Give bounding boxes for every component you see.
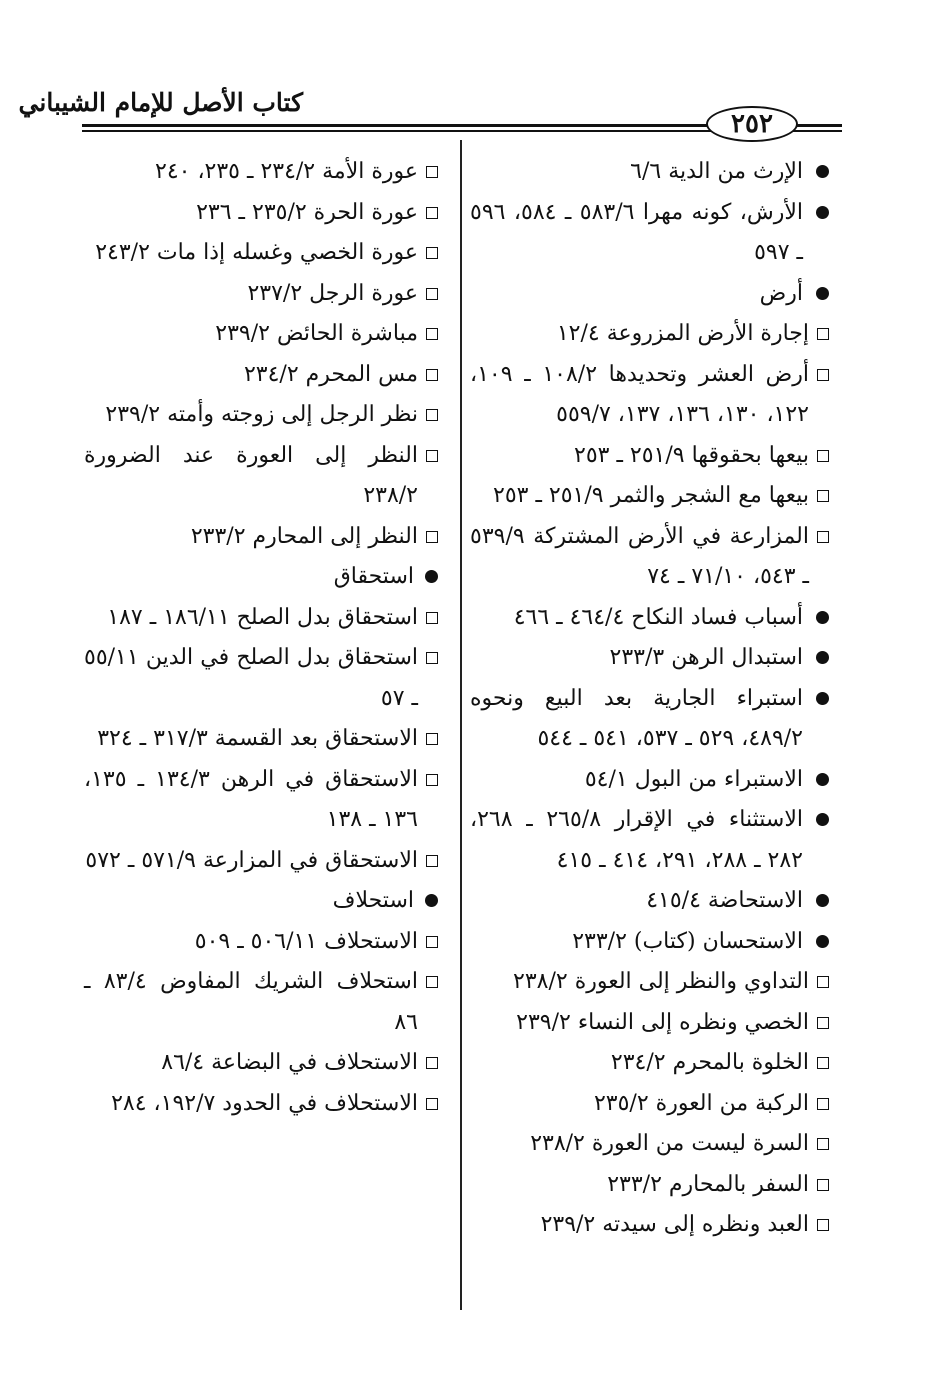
index-subentry	[470, 355, 835, 436]
index-subentry	[84, 274, 444, 315]
index-subentry	[84, 193, 444, 234]
index-heading	[470, 679, 835, 760]
bullet-dot-icon	[813, 922, 833, 962]
bullet-square-icon	[422, 598, 442, 638]
bullet-square-icon	[813, 476, 833, 516]
entry-text: الاستثناء في الإقرار ٢٦٥/٨ ـ ٢٦٨، ٢٨٢ ـ ٢٨٨، ٢٩١، ٤١٤ ـ ٤١٥	[470, 807, 803, 873]
bullet-square-icon	[813, 1205, 833, 1245]
bullet-square-icon	[813, 1003, 833, 1043]
index-heading	[470, 274, 835, 315]
entry-text: بيعها بحقوقها ٢٥١/٩ ـ ٢٥٣	[574, 442, 809, 468]
index-column-right	[470, 152, 835, 1246]
bullet-square-icon	[813, 962, 833, 1002]
bullet-square-icon	[422, 760, 442, 800]
entry-text: الاستحلاف في الحدود ١٩٢/٧، ٢٨٤	[111, 1090, 418, 1116]
entry-text: نظر الرجل إلى زوجته وأمته ٢٣٩/٢	[105, 402, 418, 427]
entry-text: استحقاق	[333, 564, 414, 589]
index-subentry	[470, 1003, 835, 1044]
bullet-dot-icon	[813, 274, 833, 314]
bullet-dot-icon	[813, 881, 833, 921]
index-subentry	[84, 962, 444, 1043]
index-subentry	[84, 760, 444, 841]
entry-text: عورة الخصي وغسله إذا مات ٢٤٣/٢	[95, 240, 418, 265]
index-subentry	[470, 1165, 835, 1206]
index-heading	[470, 193, 835, 274]
entry-text: النظر إلى العورة عند الضرورة ٢٣٨/٢	[84, 442, 418, 508]
entry-text: الإرث من الدية ٦/٦	[630, 159, 803, 184]
entry-text: أرض	[759, 280, 803, 306]
bullet-square-icon	[422, 841, 442, 881]
entry-text: عورة الأمة ٢٣٤/٢ ـ ٢٣٥، ٢٤٠	[155, 159, 418, 184]
index-heading	[470, 152, 835, 193]
index-heading	[470, 800, 835, 881]
bullet-dot-icon	[813, 598, 833, 638]
page-header	[0, 0, 945, 150]
index-subentry	[470, 1043, 835, 1084]
bullet-square-icon	[422, 922, 442, 962]
index-subentry	[84, 922, 444, 963]
entry-text: المزارعة في الأرض المشتركة ٥٣٩/٩ ـ ٥٤٣، ٧١/١٠ ـ ٧٤	[470, 523, 809, 589]
bullet-square-icon	[422, 233, 442, 273]
index-subentry	[84, 1043, 444, 1084]
entry-text: استبدال الرهن ٢٣٣/٣	[609, 645, 803, 670]
bullet-dot-icon	[813, 800, 833, 840]
bullet-square-icon	[422, 638, 442, 678]
index-subentry	[84, 638, 444, 719]
entry-text: عورة الحرة ٢٣٥/٢ ـ ٢٣٦	[196, 199, 418, 225]
bullet-square-icon	[422, 962, 442, 1002]
bullet-square-icon	[422, 436, 442, 476]
bullet-dot-icon	[813, 193, 833, 233]
bullet-square-icon	[813, 314, 833, 354]
index-subentry	[470, 1084, 835, 1125]
index-subentry	[84, 436, 444, 517]
entry-text: استحلاف الشريك المفاوض ٨٣/٤ ـ ٨٦	[84, 969, 418, 1035]
entry-text: الركبة من العورة ٢٣٥/٢	[593, 1090, 809, 1116]
entry-text: أرض العشر وتحديدها ١٠٨/٢ ـ ١٠٩، ١٢٢، ١٣٠، ١٣٦، ١٣٧، ٥٥٩/٧	[470, 361, 809, 427]
entry-text: الاستبراء من البول ٥٤/١	[584, 766, 803, 792]
entry-text: الاستحقاق بعد القسمة ٣١٧/٣ ـ ٣٢٤	[97, 726, 418, 751]
index-heading	[470, 598, 835, 639]
bullet-dot-icon	[422, 881, 442, 921]
index-subentry	[470, 476, 835, 517]
index-subentry	[470, 517, 835, 598]
index-subentry	[84, 355, 444, 396]
entry-text: عورة الرجل ٢٣٧/٢	[247, 280, 418, 306]
entry-text: الاستحاضة ٤١٥/٤	[646, 888, 803, 913]
index-subentry	[470, 314, 835, 355]
entry-text: الأرش، كونه مهرا ٥٨٣/٦ ـ ٥٨٤، ٥٩٦ ـ ٥٩٧	[470, 199, 803, 265]
bullet-square-icon	[422, 395, 442, 435]
entry-text: الخصي ونظره إلى النساء ٢٣٩/٢	[516, 1009, 809, 1035]
entry-text: استبراء الجارية بعد البيع ونحوه ٤٨٩/٢، ٥٢٩ ـ ٥٣٧، ٥٤١ ـ ٥٤٤	[470, 685, 803, 751]
entry-text: العبد ونظره إلى سيدته ٢٣٩/٢	[540, 1212, 809, 1237]
index-subentry	[84, 152, 444, 193]
index-subentry	[84, 314, 444, 355]
entry-text: أسباب فساد النكاح ٤٦٤/٤ ـ ٤٦٦	[513, 604, 803, 630]
bullet-square-icon	[422, 314, 442, 354]
book-title: كتاب الأصل للإمام الشيباني	[18, 88, 303, 117]
bullet-square-icon	[813, 517, 833, 557]
bullet-square-icon	[422, 517, 442, 557]
bullet-dot-icon	[813, 760, 833, 800]
entry-text: بيعها مع الشجر والثمر ٢٥١/٩ ـ ٢٥٣	[493, 483, 809, 508]
index-subentry	[470, 436, 835, 477]
index-subentry	[84, 841, 444, 882]
bullet-square-icon	[422, 1043, 442, 1083]
bullet-square-icon	[422, 193, 442, 233]
entry-text: استحقاق بدل الصلح ١٨٦/١١ ـ ١٨٧	[107, 604, 418, 630]
bullet-square-icon	[813, 1043, 833, 1083]
entry-text: السفر بالمحارم ٢٣٣/٢	[607, 1171, 809, 1197]
entry-text: النظر إلى المحارم ٢٣٣/٢	[190, 523, 418, 549]
index-heading	[470, 881, 835, 922]
index-heading	[84, 881, 444, 922]
index-subentry	[84, 395, 444, 436]
entry-text: استحلاف	[332, 888, 414, 913]
index-subentry	[84, 1084, 444, 1125]
entry-text: مباشرة الحائض ٢٣٩/٢	[215, 321, 418, 346]
entry-text: الاستحلاف ٥٠٦/١١ ـ ٥٠٩	[194, 928, 418, 954]
page-number: ٢٥٢	[706, 106, 798, 142]
index-heading	[470, 922, 835, 963]
index-subentry	[84, 598, 444, 639]
entry-text: الاستحسان (كتاب) ٢٣٣/٢	[572, 928, 803, 954]
index-subentry	[470, 1205, 835, 1246]
index-subentry	[84, 719, 444, 760]
bullet-square-icon	[422, 274, 442, 314]
entry-text: التداوي والنظر إلى العورة ٢٣٨/٢	[513, 969, 809, 994]
bullet-square-icon	[422, 1084, 442, 1124]
entry-text: إجارة الأرض المزروعة ١٢/٤	[556, 321, 809, 346]
index-subentry	[470, 1124, 835, 1165]
bullet-square-icon	[813, 436, 833, 476]
index-subentry	[470, 962, 835, 1003]
index-heading	[470, 760, 835, 801]
column-divider	[460, 140, 462, 1310]
index-subentry	[84, 233, 444, 274]
bullet-dot-icon	[813, 152, 833, 192]
index-subentry	[84, 517, 444, 558]
entry-text: مس المحرم ٢٣٤/٢	[243, 361, 418, 387]
bullet-square-icon	[813, 1124, 833, 1164]
entry-text: السرة ليست من العورة ٢٣٨/٢	[530, 1131, 809, 1156]
bullet-square-icon	[813, 355, 833, 395]
entry-text: الاستحقاق في المزارعة ٥٧١/٩ ـ ٥٧٢	[85, 847, 418, 873]
bullet-square-icon	[422, 719, 442, 759]
entry-text: الاستحقاق في الرهن ١٣٤/٣ ـ ١٣٥، ١٣٦ ـ ١٣٨	[84, 766, 418, 832]
entry-text: استحقاق بدل الصلح في الدين ٥٥/١١ ـ ٥٧	[84, 645, 418, 711]
index-heading	[470, 638, 835, 679]
bullet-square-icon	[422, 355, 442, 395]
bullet-square-icon	[813, 1084, 833, 1124]
bullet-square-icon	[422, 152, 442, 192]
index-heading	[84, 557, 444, 598]
bullet-square-icon	[813, 1165, 833, 1205]
entry-text: الاستحلاف في البضاعة ٨٦/٤	[161, 1050, 418, 1075]
entry-text: الخلوة بالمحرم ٢٣٤/٢	[610, 1050, 809, 1075]
index-column-left	[84, 152, 444, 1124]
bullet-dot-icon	[422, 557, 442, 597]
bullet-dot-icon	[813, 679, 833, 719]
bullet-dot-icon	[813, 638, 833, 678]
